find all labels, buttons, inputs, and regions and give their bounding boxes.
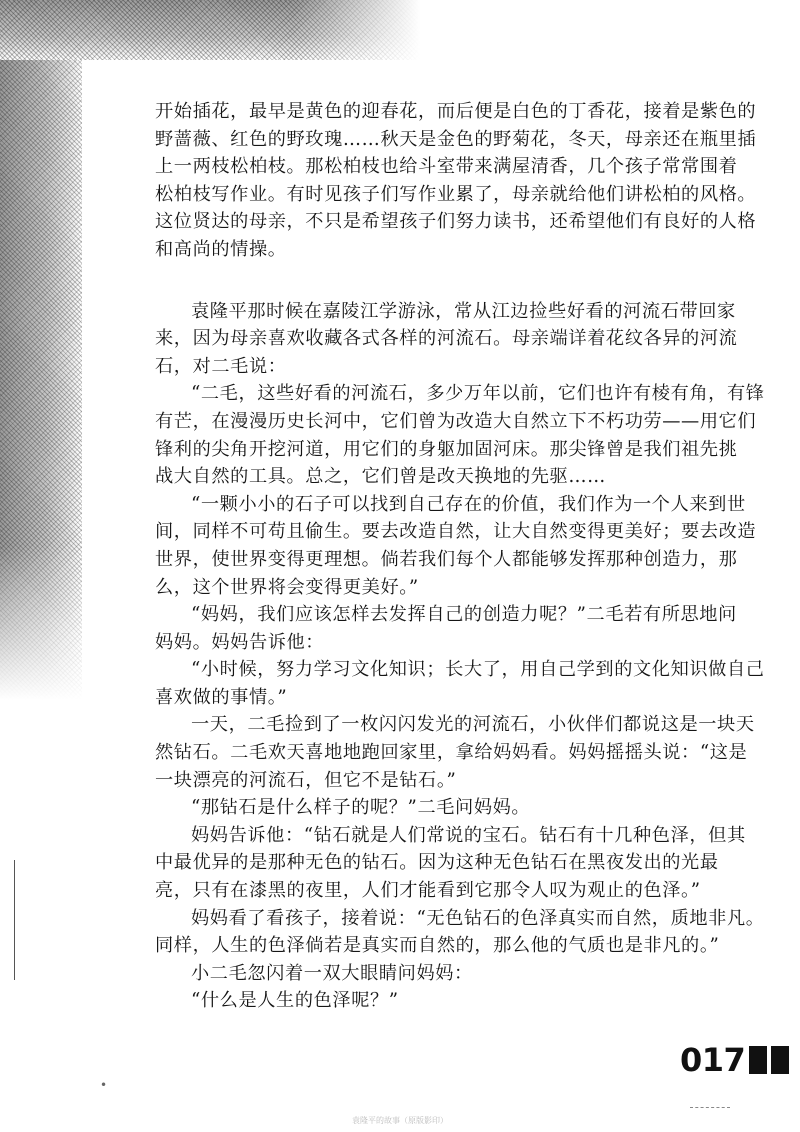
text-line: 石，对二毛说： — [155, 355, 287, 377]
paragraph-7 — [155, 711, 755, 794]
page-body — [155, 98, 765, 1015]
page-number-text: 017 — [680, 1041, 746, 1079]
thumb-tab-block — [749, 1046, 767, 1074]
text-line: 开始插花，最早是黄色的迎春花，而后便是白色的丁香花，接着是紫色的 — [155, 101, 757, 122]
text-line: 松柏枝写作业。有时见孩子们写作业累了，母亲就给他们讲松柏的风格。 — [155, 183, 757, 205]
scan-edge-line — [14, 860, 15, 980]
paragraph-9 — [155, 822, 746, 905]
text-line: “一颗小小的石子可以找到自己存在的价值，我们作为一个人来到世 — [191, 493, 746, 515]
paragraph-4 — [155, 491, 757, 601]
text-line: 妈妈看了看孩子，接着说：“无色钻石的色泽真实而自然，质地非凡。 — [191, 907, 765, 929]
paragraph-8 — [155, 794, 685, 822]
text-line: 袁隆平那时候在嘉陵江学游泳，常从江边捡些好看的河流石带回家 — [191, 300, 736, 322]
paragraph-gap — [155, 264, 685, 298]
text-line: 野蔷薇、红色的野玫瑰……秋天是金色的野菊花，冬天，母亲还在瓶里插 — [155, 128, 757, 150]
paragraph-1 — [155, 98, 757, 264]
text-line: 一块漂亮的河流石，但它不是钻石。” — [155, 769, 457, 791]
text-line: 然钻石。二毛欢天喜地地跑回家里，拿给妈妈看。妈妈摇摇头说：“这是 — [155, 742, 748, 764]
paragraph-3 — [155, 380, 765, 490]
thumb-tab-block — [771, 1046, 789, 1074]
text-line: 世界，使世界变得更理想。倘若我们每个人都能够发挥那种创造力，那 — [155, 548, 738, 570]
footer-faint-text: 袁隆平的故事（原版影印） — [352, 1116, 448, 1125]
paragraph-12 — [155, 987, 685, 1015]
paragraph-6 — [155, 656, 765, 711]
text-line: 间，同样不可苟且偷生。要去改造自然，让大自然变得更美好；要去改造 — [155, 521, 757, 543]
text-line: 锋利的尖角开挖河道，用它们的身躯加固河床。那尖锋曾是我们祖先挑 — [155, 438, 738, 460]
page-number — [680, 1040, 792, 1080]
text-line: 妈妈告诉他：“钻石就是人们常说的宝石。钻石有十几种色泽，但其 — [191, 824, 746, 846]
paragraph-10 — [155, 905, 765, 960]
text-line: “妈妈，我们应该怎样去发挥自己的创造力呢？”二毛若有所思地问 — [191, 604, 737, 626]
paragraph-11 — [155, 960, 685, 988]
text-line: “二毛，这些好看的河流石，多少万年以前，它们也许有棱有角，有锋 — [191, 383, 765, 405]
text-line: 妈妈。妈妈告诉他： — [155, 631, 325, 653]
text-line: 这位贤达的母亲，不只是希望孩子们努力读书，还希望他们有良好的人格 — [155, 211, 757, 233]
scan-margin-noise — [0, 0, 82, 700]
paragraph-2 — [155, 298, 738, 381]
text-line: 亮，只有在漆黑的夜里，人们才能看到它那令人叹为观止的色泽。” — [155, 880, 701, 902]
text-line: 来，因为母亲喜欢收藏各式各样的河流石。母亲端详着花纹各异的河流 — [155, 328, 738, 350]
text-line: 喜欢做的事情。” — [155, 686, 288, 708]
footer-dashes — [690, 1107, 730, 1109]
text-line: “小时候，努力学习文化知识；长大了，用自己学到的文化知识做自己 — [191, 659, 765, 681]
paragraph-5 — [155, 601, 737, 656]
text-line: 一天，二毛捡到了一枚闪闪发光的河流石，小伙伴们都说这是一块天 — [191, 714, 755, 736]
text-line: 么，这个世界将会变得更美好。” — [155, 576, 419, 598]
text-line: “什么是人生的色泽呢？” — [191, 990, 399, 1012]
text-line: 上一两枝松柏枝。那松柏枝也给斗室带来满屋清香，几个孩子常常围着 — [155, 156, 738, 178]
text-line: “那钻石是什么样子的呢？”二毛问妈妈。 — [191, 797, 531, 819]
text-line: 中最优异的是那种无色的钻石。因为这种无色钻石在黑夜发出的光最 — [155, 852, 719, 874]
text-line: 有芒，在漫漫历史长河中，它们曾为改造大自然立下不朽功劳——用它们 — [155, 410, 757, 432]
scan-top-noise — [0, 0, 420, 60]
text-line: 和高尚的情操。 — [155, 238, 287, 260]
text-line: 同样，人生的色泽倘若是真实而自然的，那么他的气质也是非凡的。” — [155, 935, 720, 957]
scan-speck: • — [100, 1078, 108, 1092]
text-line: 小二毛忽闪着一双大眼睛问妈妈： — [191, 962, 473, 984]
text-line: 战大自然的工具。总之，它们曾是改天换地的先驱…… — [155, 466, 606, 488]
